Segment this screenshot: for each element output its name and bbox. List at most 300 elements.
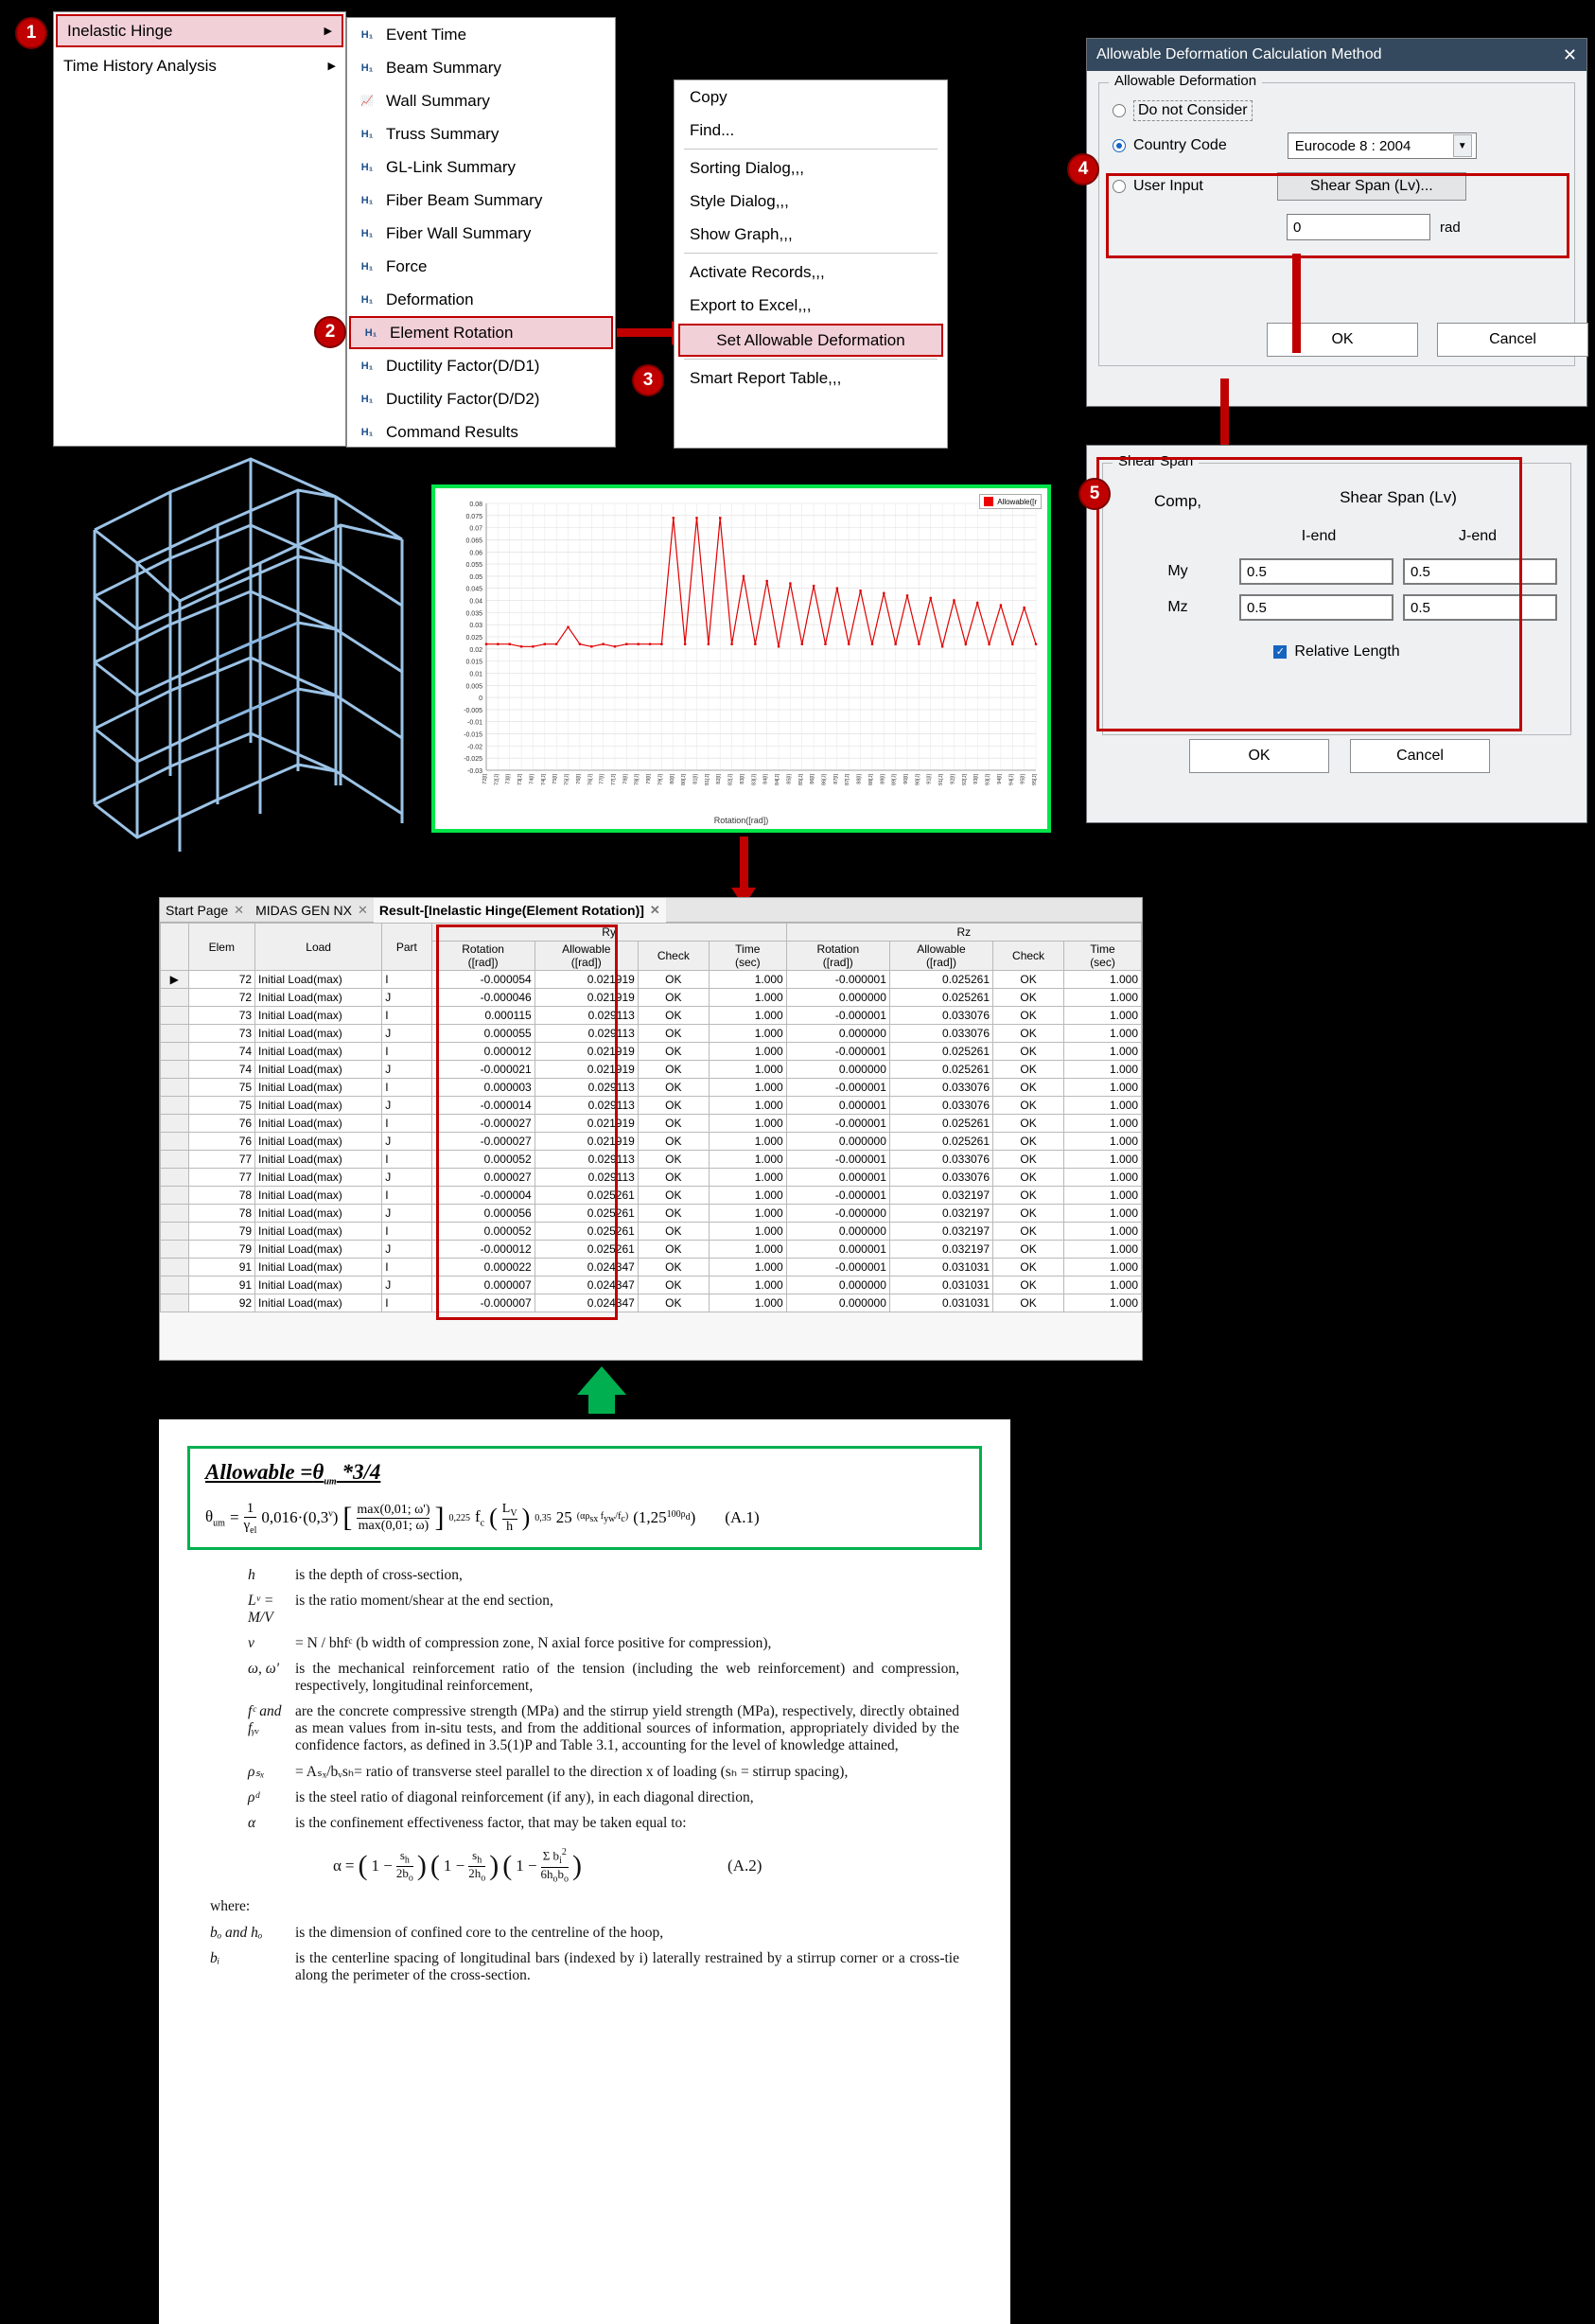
cell-ry-check: OK: [638, 1187, 709, 1205]
svg-text:0.02: 0.02: [469, 646, 482, 654]
cell-rz-check: OK: [993, 1061, 1064, 1079]
close-icon[interactable]: ✕: [234, 902, 245, 917]
cell-rz-check: OK: [993, 1079, 1064, 1097]
submenu-item-label: Wall Summary: [386, 91, 490, 110]
table-row[interactable]: [161, 1043, 1142, 1061]
svg-text:0.045: 0.045: [465, 586, 482, 593]
row-selector: [161, 989, 189, 1007]
cell-load: Initial Load(max): [255, 1187, 382, 1205]
cell-elem: 75: [188, 1097, 254, 1115]
svg-text:89[J]: 89[J]: [891, 774, 898, 785]
svg-text:95[J]: 95[J]: [1032, 774, 1038, 785]
allowable-deformation-dialog[interactable]: [1086, 38, 1587, 407]
relative-length-row[interactable]: [1116, 643, 1557, 660]
cell-elem: 78: [188, 1187, 254, 1205]
mz-i-end-input[interactable]: 0.5: [1239, 594, 1393, 621]
legend-swatch: [984, 497, 993, 506]
cell-rz-rotation: -0.000001: [786, 1259, 889, 1276]
cell-ry-check: OK: [638, 1241, 709, 1259]
table-row[interactable]: [161, 1061, 1142, 1079]
cell-ry-time: 1.000: [709, 1169, 786, 1187]
cell-ry-time: 1.000: [709, 1097, 786, 1115]
context-item-set-allowable-deformation[interactable]: Set Allowable Deformation: [678, 324, 943, 357]
cell-rz-check: OK: [993, 1007, 1064, 1025]
submenu-item-gl-link-summary[interactable]: [347, 150, 615, 184]
svg-text:87[J]: 87[J]: [845, 774, 851, 785]
cell-load: Initial Load(max): [255, 1043, 382, 1061]
svg-text:95[I]: 95[I]: [1020, 774, 1026, 784]
cell-load: Initial Load(max): [255, 1241, 382, 1259]
table-row[interactable]: [161, 1151, 1142, 1169]
svg-text:85[J]: 85[J]: [798, 774, 804, 785]
svg-text:0.005: 0.005: [465, 683, 482, 691]
step-badge-3: 3: [632, 364, 664, 396]
row-selector: [161, 1223, 189, 1241]
result-table-window[interactable]: [159, 897, 1143, 1361]
submenu-item-truss-summary[interactable]: [347, 117, 615, 150]
cell-ry-allowable: 0.029113: [535, 1025, 638, 1043]
close-icon[interactable]: ✕: [1562, 44, 1577, 64]
table-row[interactable]: [161, 1133, 1142, 1151]
header-ry-rotation: Rotation ([rad]): [431, 942, 535, 971]
cell-rz-allowable: 0.033076: [889, 1169, 992, 1187]
table-row[interactable]: [161, 989, 1142, 1007]
table-icon: H₁: [360, 161, 374, 173]
cell-ry-allowable: 0.024347: [535, 1259, 638, 1276]
submenu-item-ductility-factor-d-d1[interactable]: [347, 349, 615, 382]
table-icon: H₁: [360, 194, 374, 206]
close-icon[interactable]: ✕: [357, 902, 368, 917]
shear-ok-button[interactable]: OK: [1189, 739, 1329, 773]
cell-rz-time: 1.000: [1064, 1151, 1142, 1169]
submenu-item-label: Element Rotation: [390, 323, 514, 342]
cell-ry-check: OK: [638, 1259, 709, 1276]
cell-rz-allowable: 0.025261: [889, 989, 992, 1007]
cell-ry-allowable: 0.021919: [535, 1133, 638, 1151]
context-item-style-dialog[interactable]: Style Dialog,,,: [690, 191, 789, 210]
context-item-sorting-dialog[interactable]: Sorting Dialog,,,: [690, 158, 804, 177]
cell-rz-check: OK: [993, 1223, 1064, 1241]
svg-text:93[J]: 93[J]: [985, 774, 991, 785]
submenu-item-event-time[interactable]: [347, 18, 615, 51]
cell-rz-time: 1.000: [1064, 1241, 1142, 1259]
tab-result-inelastic-hinge[interactable]: Result-[Inelastic Hinge(Element Rotation)] ✕: [374, 898, 666, 923]
shear-span-col-title: Shear Span (Lv): [1340, 488, 1457, 506]
shear-span-dialog[interactable]: [1086, 445, 1587, 823]
svg-text:-0.005: -0.005: [464, 707, 482, 714]
row-selector: [161, 1241, 189, 1259]
svg-text:0.03: 0.03: [469, 623, 482, 630]
svg-text:94[J]: 94[J]: [1008, 774, 1015, 785]
cell-rz-allowable: 0.032197: [889, 1205, 992, 1223]
cell-rz-rotation: 0.000001: [786, 1241, 889, 1259]
cell-rz-rotation: 0.000000: [786, 989, 889, 1007]
country-code-select[interactable]: [1288, 132, 1477, 159]
cell-ry-check: OK: [638, 1115, 709, 1133]
cell-part: J: [382, 1241, 431, 1259]
cell-ry-allowable: 0.029113: [535, 1151, 638, 1169]
table-row[interactable]: [161, 1259, 1142, 1276]
cell-rz-time: 1.000: [1064, 1294, 1142, 1312]
table-icon: H₁: [360, 293, 374, 306]
header-ry-allowable: Allowable ([rad]): [535, 942, 638, 971]
cell-elem: 74: [188, 1061, 254, 1079]
divider: [684, 149, 938, 150]
row-selector: [161, 1079, 189, 1097]
cell-elem: 79: [188, 1223, 254, 1241]
cell-ry-time: 1.000: [709, 989, 786, 1007]
svg-text:0.055: 0.055: [465, 562, 482, 570]
svg-text:81[I]: 81[I]: [692, 774, 699, 784]
cell-rz-rotation: -0.000001: [786, 971, 889, 989]
chevron-down-icon[interactable]: ▼: [1453, 134, 1472, 157]
cell-ry-rotation: 0.000052: [431, 1151, 535, 1169]
svg-text:82[I]: 82[I]: [716, 774, 723, 784]
cell-ry-check: OK: [638, 1043, 709, 1061]
cell-ry-allowable: 0.025261: [535, 1241, 638, 1259]
relative-length-label: Relative Length: [1294, 643, 1400, 660]
menu-item-label: Inelastic Hinge: [67, 21, 173, 40]
cell-part: I: [382, 1043, 431, 1061]
cell-part: I: [382, 971, 431, 989]
cell-load: Initial Load(max): [255, 1151, 382, 1169]
results-grid-body[interactable]: [161, 971, 1142, 1312]
table-icon: H₁: [360, 227, 374, 239]
cell-ry-rotation: -0.000007: [431, 1294, 535, 1312]
svg-text:84[I]: 84[I]: [762, 774, 769, 784]
cell-ry-rotation: -0.000014: [431, 1097, 535, 1115]
svg-text:-0.01: -0.01: [467, 719, 482, 727]
cell-ry-rotation: 0.000052: [431, 1223, 535, 1241]
shear-span-button[interactable]: Shear Span (Lv)...: [1277, 172, 1466, 201]
cell-rz-rotation: -0.000001: [786, 1043, 889, 1061]
submenu-item-label: Fiber Beam Summary: [386, 190, 543, 209]
inelastic-hinge-submenu[interactable]: [346, 17, 616, 448]
svg-text:72[J]: 72[J]: [494, 774, 500, 785]
row-selector: [161, 1115, 189, 1133]
definition-item: Lᵛ = M/V is the ratio moment/shear at the end section,: [248, 1593, 553, 1627]
submenu-item-fiber-wall-summary[interactable]: [347, 217, 615, 250]
mz-j-end-input[interactable]: 0.5: [1403, 594, 1557, 621]
submenu-item-label: Event Time: [386, 25, 467, 44]
context-item-export-to-excel[interactable]: Export to Excel,,,: [690, 295, 812, 314]
table-row[interactable]: [161, 1115, 1142, 1133]
svg-text:-0.02: -0.02: [467, 744, 482, 751]
svg-text:92[J]: 92[J]: [961, 774, 968, 785]
cell-load: Initial Load(max): [255, 1276, 382, 1294]
cell-rz-allowable: 0.031031: [889, 1259, 992, 1276]
definition-item: α is the confinement effectiveness factor, that may be taken equal to:: [248, 1815, 687, 1832]
radio-icon[interactable]: [1113, 139, 1126, 152]
cell-load: Initial Load(max): [255, 1097, 382, 1115]
group-legend: Allowable Deformation: [1109, 73, 1262, 89]
cell-part: J: [382, 1133, 431, 1151]
shear-cancel-button[interactable]: Cancel: [1350, 739, 1490, 773]
cell-ry-check: OK: [638, 1205, 709, 1223]
cell-elem: 76: [188, 1115, 254, 1133]
cell-ry-allowable: 0.025261: [535, 1205, 638, 1223]
user-input-field[interactable]: 0: [1287, 214, 1430, 240]
cell-rz-check: OK: [993, 1259, 1064, 1276]
cell-ry-allowable: 0.025261: [535, 1223, 638, 1241]
cell-load: Initial Load(max): [255, 1115, 382, 1133]
svg-text:79[I]: 79[I]: [646, 774, 653, 784]
submenu-item-fiber-beam-summary[interactable]: [347, 184, 615, 217]
table-icon: H₁: [360, 260, 374, 273]
svg-text:92[I]: 92[I]: [950, 774, 956, 784]
cell-rz-time: 1.000: [1064, 1223, 1142, 1241]
tab-midas-gen-nx[interactable]: MIDAS GEN NX ✕: [255, 902, 368, 918]
cell-rz-time: 1.000: [1064, 1169, 1142, 1187]
cell-rz-time: 1.000: [1064, 1025, 1142, 1043]
chart-svg: [435, 488, 1047, 829]
cell-rz-allowable: 0.033076: [889, 1151, 992, 1169]
chart-legend: [979, 494, 1042, 509]
svg-text:78[J]: 78[J]: [634, 774, 640, 785]
cell-part: I: [382, 1187, 431, 1205]
svg-text:0.025: 0.025: [465, 635, 482, 642]
cell-elem: 72: [188, 989, 254, 1007]
cell-rz-check: OK: [993, 1276, 1064, 1294]
cell-ry-rotation: -0.000027: [431, 1115, 535, 1133]
menu-item-inelastic-hinge[interactable]: [56, 14, 343, 47]
cell-part: J: [382, 1276, 431, 1294]
row-selector: [161, 1294, 189, 1312]
cell-ry-allowable: 0.029113: [535, 1169, 638, 1187]
table-row[interactable]: [161, 1294, 1142, 1312]
table-row[interactable]: [161, 971, 1142, 989]
checkbox-icon[interactable]: ✓: [1273, 645, 1287, 659]
cell-part: J: [382, 1169, 431, 1187]
table-row[interactable]: [161, 1169, 1142, 1187]
submenu-item-beam-summary[interactable]: [347, 51, 615, 84]
cell-ry-rotation: -0.000054: [431, 971, 535, 989]
cell-ry-check: OK: [638, 1079, 709, 1097]
cell-load: Initial Load(max): [255, 1223, 382, 1241]
cell-elem: 74: [188, 1043, 254, 1061]
cell-rz-rotation: -0.000001: [786, 1115, 889, 1133]
cell-ry-time: 1.000: [709, 1151, 786, 1169]
table-row[interactable]: [161, 1276, 1142, 1294]
submenu-item-label: GL-Link Summary: [386, 157, 516, 176]
cell-rz-check: OK: [993, 1133, 1064, 1151]
cancel-button[interactable]: Cancel: [1437, 323, 1588, 357]
cell-rz-allowable: 0.032197: [889, 1241, 992, 1259]
svg-text:77[I]: 77[I]: [599, 774, 605, 784]
cell-ry-time: 1.000: [709, 1276, 786, 1294]
cell-ry-rotation: 0.000012: [431, 1043, 535, 1061]
rotation-chart-panel: [431, 484, 1051, 833]
cell-ry-rotation: -0.000012: [431, 1241, 535, 1259]
ok-button[interactable]: OK: [1267, 323, 1418, 357]
table-row[interactable]: [161, 1223, 1142, 1241]
dialog-title-bar: [1087, 39, 1586, 71]
cell-rz-time: 1.000: [1064, 1043, 1142, 1061]
table-icon: H₁: [360, 62, 374, 74]
svg-text:88[I]: 88[I]: [856, 774, 863, 784]
radio-icon[interactable]: [1113, 104, 1126, 117]
table-icon: H₁: [364, 326, 377, 339]
cell-ry-rotation: 0.000027: [431, 1169, 535, 1187]
cell-rz-rotation: 0.000000: [786, 1133, 889, 1151]
step-badge-5: 5: [1078, 478, 1111, 510]
cell-ry-check: OK: [638, 989, 709, 1007]
tab-bar[interactable]: [160, 898, 1142, 923]
cell-ry-time: 1.000: [709, 1133, 786, 1151]
my-i-end-input[interactable]: 0.5: [1239, 558, 1393, 585]
definition-item: bₒ and hₒ is the dimension of confined core to the centreline of the hoop,: [210, 1924, 664, 1941]
radio-user-input[interactable]: [1113, 172, 1561, 201]
cell-rz-rotation: 0.000000: [786, 1276, 889, 1294]
menu-item-time-history-analysis[interactable]: [54, 49, 345, 82]
svg-text:79[J]: 79[J]: [657, 774, 664, 785]
svg-text:72[I]: 72[I]: [482, 774, 488, 784]
cell-rz-time: 1.000: [1064, 1115, 1142, 1133]
cell-rz-time: 1.000: [1064, 971, 1142, 989]
cell-elem: 75: [188, 1079, 254, 1097]
submenu-item-wall-summary[interactable]: [347, 84, 615, 117]
context-item-find[interactable]: Find...: [690, 120, 735, 139]
cell-ry-allowable: 0.024347: [535, 1276, 638, 1294]
definition-item: ρᵈ is the steel ratio of diagonal reinforcement (if any), in each diagonal direction,: [248, 1789, 754, 1806]
cell-ry-check: OK: [638, 1133, 709, 1151]
cell-rz-rotation: 0.000000: [786, 1294, 889, 1312]
cell-rz-check: OK: [993, 1025, 1064, 1043]
table-row[interactable]: [161, 1097, 1142, 1115]
row-selector: [161, 1151, 189, 1169]
cell-rz-rotation: -0.000001: [786, 1007, 889, 1025]
header-rz-rotation: Rotation ([rad]): [786, 942, 889, 971]
cell-elem: 72: [188, 971, 254, 989]
cell-ry-rotation: 0.000055: [431, 1025, 535, 1043]
svg-text:80[I]: 80[I]: [669, 774, 675, 784]
radio-label: Do not Consider: [1133, 100, 1253, 121]
cell-elem: 77: [188, 1151, 254, 1169]
results-grid[interactable]: [160, 923, 1142, 1312]
submenu-item-deformation[interactable]: [347, 283, 615, 316]
shear-span-col-j-end: J-end: [1458, 528, 1498, 544]
cell-ry-time: 1.000: [709, 1079, 786, 1097]
cell-rz-allowable: 0.025261: [889, 1043, 992, 1061]
cell-ry-check: OK: [638, 1097, 709, 1115]
header-part: Part: [382, 924, 431, 971]
table-row[interactable]: [161, 1007, 1142, 1025]
row-selector-header: [161, 924, 189, 971]
cell-load: Initial Load(max): [255, 971, 382, 989]
submenu-item-element-rotation[interactable]: [349, 316, 613, 349]
row-selector: [161, 1043, 189, 1061]
svg-text:-0.03: -0.03: [467, 768, 482, 775]
context-item-smart-report-table[interactable]: Smart Report Table,,,: [690, 368, 842, 387]
cell-rz-rotation: 0.000000: [786, 1223, 889, 1241]
cell-ry-time: 1.000: [709, 1241, 786, 1259]
cell-rz-allowable: 0.033076: [889, 1097, 992, 1115]
chart-icon: 📈: [360, 96, 374, 107]
svg-text:0.01: 0.01: [469, 671, 482, 678]
svg-text:90[J]: 90[J]: [915, 774, 921, 785]
definition-item: ω, ω' is the mechanical reinforcement ratio of the tension (including the web reinforcement) and compression, respectively, longitudinal reinforcement,: [248, 1661, 959, 1695]
main-menu-panel[interactable]: [53, 11, 346, 447]
svg-text:0.065: 0.065: [465, 537, 482, 545]
table-icon: H₁: [360, 360, 374, 372]
cell-rz-allowable: 0.032197: [889, 1223, 992, 1241]
cell-load: Initial Load(max): [255, 1133, 382, 1151]
radio-country-code[interactable]: [1113, 132, 1561, 159]
cell-rz-check: OK: [993, 1169, 1064, 1187]
shear-span-button-row: [1189, 739, 1490, 773]
context-item-activate-records[interactable]: Activate Records,,,: [690, 262, 825, 281]
svg-text:87[I]: 87[I]: [833, 774, 839, 784]
table-row[interactable]: [161, 1079, 1142, 1097]
cell-rz-check: OK: [993, 1151, 1064, 1169]
submenu-item-force[interactable]: [347, 250, 615, 283]
cell-ry-allowable: 0.021919: [535, 1043, 638, 1061]
submenu-item-label: Beam Summary: [386, 58, 501, 77]
svg-text:0.015: 0.015: [465, 659, 482, 666]
cell-ry-check: OK: [638, 1025, 709, 1043]
cell-ry-rotation: 0.000007: [431, 1276, 535, 1294]
table-row[interactable]: [161, 1205, 1142, 1223]
radio-do-not-consider[interactable]: [1113, 100, 1561, 121]
cell-rz-allowable: 0.031031: [889, 1294, 992, 1312]
definition-item: bᵢ is the centerline spacing of longitudinal bars (indexed by i) laterally restrained by a stirrup corner or a cross-tie along the perimeter of the cross-section.: [210, 1949, 959, 1983]
definition-item: ρₛₓ = Aₛₓ/bᵥsₕ= ratio of transverse steel parallel to the direction x of loading (sₕ = stirrup spacing),: [248, 1764, 849, 1781]
table-row[interactable]: [161, 1187, 1142, 1205]
definition-item: h is the depth of cross-section,: [248, 1567, 463, 1584]
cell-load: Initial Load(max): [255, 1259, 382, 1276]
row-selector: [161, 1276, 189, 1294]
context-menu[interactable]: [674, 79, 948, 449]
svg-text:90[I]: 90[I]: [903, 774, 910, 784]
tab-start-page[interactable]: Start Page ✕: [166, 902, 245, 918]
cell-part: J: [382, 989, 431, 1007]
country-code-value: Eurocode 8 : 2004: [1294, 137, 1411, 154]
dialog-title: Allowable Deformation Calculation Method: [1096, 46, 1382, 62]
row-selector: [161, 1205, 189, 1223]
arrow-formula-to-table: [577, 1366, 626, 1395]
my-j-end-input[interactable]: 0.5: [1403, 558, 1557, 585]
cell-load: Initial Load(max): [255, 1169, 382, 1187]
cell-rz-check: OK: [993, 1115, 1064, 1133]
cell-ry-rotation: -0.000021: [431, 1061, 535, 1079]
context-item-show-graph[interactable]: Show Graph,,,: [690, 224, 793, 243]
svg-text:88[J]: 88[J]: [868, 774, 874, 785]
table-row[interactable]: [161, 1241, 1142, 1259]
svg-text:-0.015: -0.015: [464, 731, 482, 739]
chevron-right-icon: ▶: [324, 26, 332, 37]
submenu-item-label: Deformation: [386, 290, 474, 308]
svg-text:80[J]: 80[J]: [681, 774, 688, 785]
cell-ry-allowable: 0.021919: [535, 989, 638, 1007]
cell-rz-check: OK: [993, 1097, 1064, 1115]
svg-text:73[I]: 73[I]: [505, 774, 512, 784]
svg-text:0.075: 0.075: [465, 513, 482, 520]
svg-text:74[J]: 74[J]: [540, 774, 547, 785]
arrow-allowable-to-shear: [1292, 254, 1301, 353]
close-icon[interactable]: ✕: [649, 902, 660, 917]
table-row[interactable]: [161, 1025, 1142, 1043]
group-header-row: [161, 924, 1142, 942]
cell-ry-time: 1.000: [709, 1061, 786, 1079]
cell-ry-time: 1.000: [709, 1205, 786, 1223]
header-elem: Elem: [188, 924, 254, 971]
cell-load: Initial Load(max): [255, 1061, 382, 1079]
cell-rz-rotation: -0.000000: [786, 1205, 889, 1223]
context-item-copy[interactable]: Copy: [690, 87, 727, 106]
radio-icon[interactable]: [1113, 180, 1126, 193]
cell-part: I: [382, 1115, 431, 1133]
row-selector: [161, 1133, 189, 1151]
